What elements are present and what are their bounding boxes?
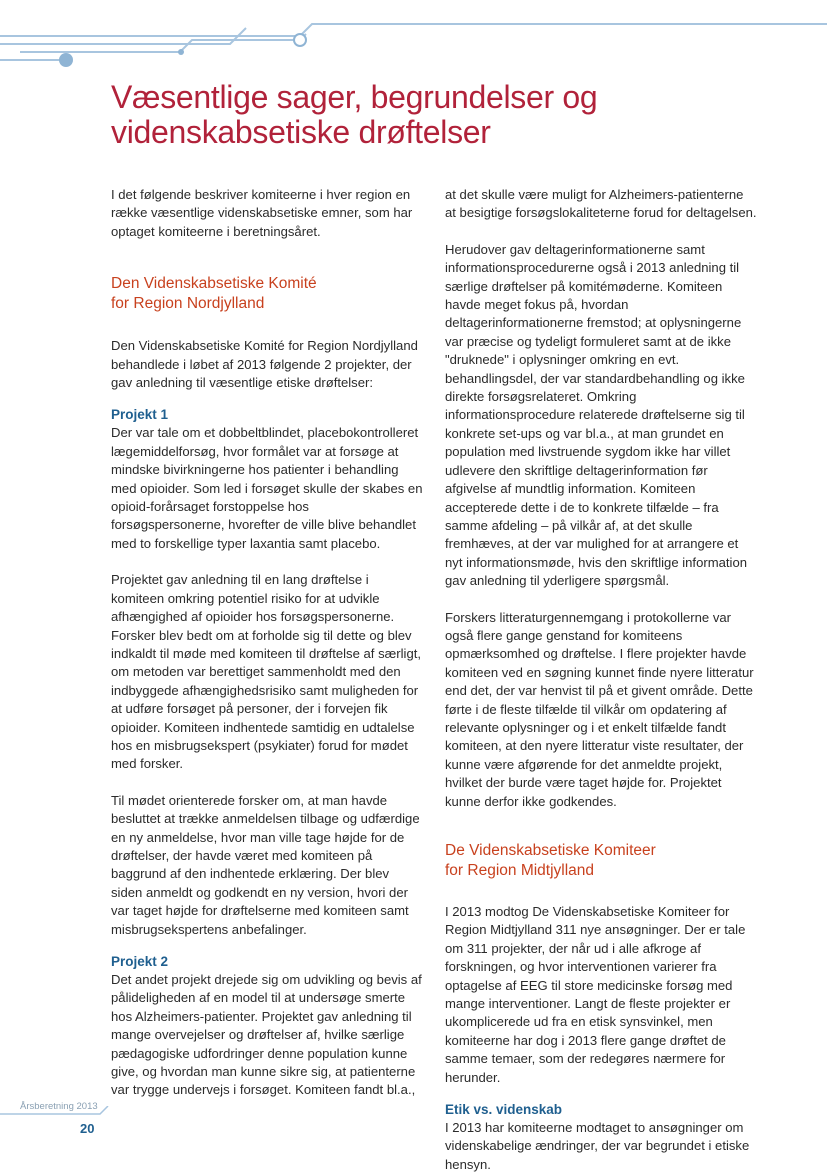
project-2-paragraph-1: Det andet projekt drejede sig om udvikling og bevis af pålideligheden af en model til at undersøge smerte hos Alzheimers-patienter. Projektet gav anledning til mange overvejelser og drøftelser af, hvilke særlige pædagogiske udfordringer denne population kunne give, og hvordan man kunne sikre sig, at patienterne var trygge undervejs i forsøget. Komiteen fandt bl.a., bbox=[111, 972, 422, 1098]
right-paragraph-3: Forskers litteraturgennemgang i protokollerne var også flere gange genstand for komiteens opmærksomhed og drøftelse. I flere projekter havde komiteen ved en søgning kunnet finde nyere litteratur end det, der var henvist til på et givent område. Dette førte i de fleste tilfælde til vilkår om opdatering af relevante oplysninger og i et enkelt tilfælde fandt komiteen, at den nyere litteratur viste resultater, der kunne være afgørende for det anmeldte projekt, hvilket der burde være taget højde for. Projektet kunne derfor ikke godkendes. bbox=[445, 609, 754, 809]
right-paragraph-2: Herudover gav deltagerinformationerne samt informationsprocedurerne også i 2013 anledning til særlige drøftelser på komitémøderne. Komiteen havde meget fokus på, hvordan deltagerinformationerne fremstod; at oplysningerne var præcise og tydeligt formuleret samt at de ikke "druknede" i oplysninger omkring en evt. behandlingsdel, der var standardbehandling og ikke direkte forsøgsrelateret. Omkring informationsprocedure relaterede drøftelserne sig til konkrete set-ups og var bl.a., at man grundet en population med livstruende sygdom ikke har villet udlevere den skriftlige deltagerinformation før afgivelse af mundtlig information. Komiteen accepterede dette i de to konkrete tilfælde – fra samme afdeling – på vilkår af, at det skulle fremhæves, at der var mulighed for at arrangere et nyt informationsmøde, hvis den skriftlige information gav anledning til yderligere spørgsmål. bbox=[445, 241, 748, 589]
page-title-line-2: videnskabsetiske drøftelser bbox=[111, 114, 491, 150]
report-label: Årsberetning 2013 bbox=[20, 1101, 98, 1112]
project-1-paragraph-2: Projektet gav anledning til en lang drøftelse i komiteen omkring potentiel risiko for at udvikle afhængighed af opioider hos forsøgspersonerne. Forsker blev bedt om at forholde sig til dette og blev indkaldt til møde med komiteen til drøftelse af særligt, om metoden var berettiget sammenholdt med den indbyggede afhængighedsrisiko samt muligheden for at udføre forsøget på personer, der i forvejen fik opioider. Komiteen indhentede samtidig en udtalelse hos en misbrugsekspert (psykiater) forud for mødet med forsker. bbox=[111, 572, 421, 772]
project-2-heading: Projekt 2 bbox=[111, 954, 169, 969]
left-column bbox=[111, 186, 423, 1100]
section-heading-nordjylland: Den Videnskabsetiske Komité for Region Nordjylland bbox=[111, 275, 317, 313]
midtjylland-paragraph-1: I 2013 modtog De Videnskabsetiske Komiteer for Region Midtjylland 311 nye ansøgninger. Der er tale om 311 projekter, der når ud i alle afkroge af forskningen, og hvor interventionen varierer fra optagelse af EEG til store medicinske forsøg med mange interventioner. Langt de fleste projekter er ukomplicerede ud fra en etisk synsvinkel, men komiteerne har dog i 2013 flere gange drøftet de samme temaer, som der redegøres nærmere for herunder. bbox=[445, 904, 746, 1085]
page-title bbox=[111, 80, 597, 150]
right-paragraph-1: at det skulle være muligt for Alzheimers-patienterne at besigtige forsøgslokaliteterne forud for deltagelsen. bbox=[445, 187, 757, 221]
project-1-paragraph-3: Til mødet orienterede forsker om, at man havde besluttet at trække anmeldelsen tilbage og udfærdige en ny anmeldelse, hvor man ville tage højde for de drøftelser, der havde været med komiteen på baggrund af den indhentede erklæring. Der blev siden anmeldt og godkendt en ny version, hvori der var taget højde for drøftelserne med komiteen samt misbrugsekspertens anbefalinger. bbox=[111, 792, 420, 937]
intro-paragraph: I det følgende beskriver komiteerne i hver region en række væsentlige videnskabsetiske emner, som har optaget komiteerne i beretningsåret. bbox=[111, 187, 413, 239]
project-1-heading: Projekt 1 bbox=[111, 407, 169, 423]
circuit-decoration bbox=[0, 0, 827, 80]
right-column bbox=[445, 186, 757, 1174]
project-1-paragraph-1: Der var tale om et dobbeltblindet, placebokontrolleret lægemiddelforsøg, hvor formålet var at forsøge at mindske bivirkningerne hos patienter i behandling med opioider. Som led i forsøget skulle der skabes en opioid-forårsaget forstoppelse hos forsøgspersonerne, hvorefter de ville blive behandlet med to forskellige typer laxantia samt placebo. bbox=[111, 425, 423, 551]
page-title-line-1: Væsentlige sager, begrundelser og bbox=[111, 79, 598, 115]
section-heading-midtjylland: De Videnskabsetiske Komiteer for Region Midtjylland bbox=[445, 842, 656, 879]
ethics-paragraph-1: I 2013 har komiteerne modtaget to ansøgninger om videnskabelige ændringer, der var begrundet i etiske hensyn. bbox=[445, 1120, 750, 1172]
page-number: 20 bbox=[80, 1121, 95, 1136]
section-intro-paragraph: Den Videnskabsetiske Komité for Region Nordjylland behandlede i løbet af 2013 følgende 2 projekter, der gav anledning til væsentlige etiske drøftelser: bbox=[111, 338, 418, 391]
ethics-heading: Etik vs. videnskab bbox=[445, 1102, 563, 1118]
